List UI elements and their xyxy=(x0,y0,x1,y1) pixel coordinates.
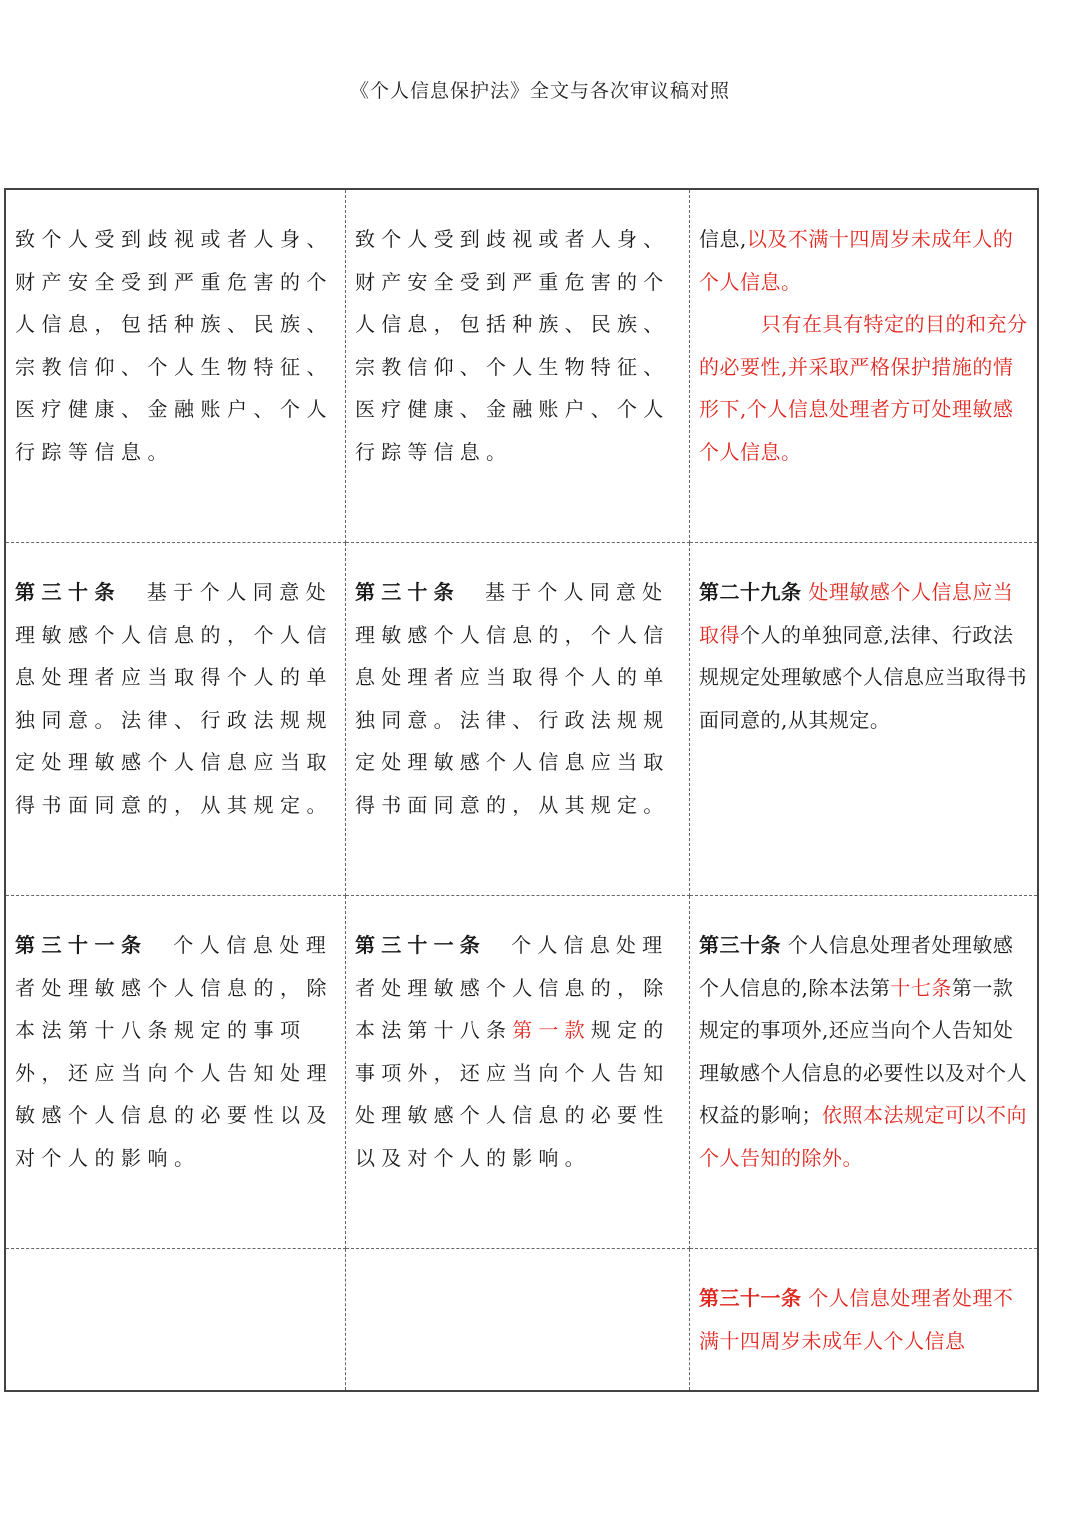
added-text: 第一款 xyxy=(512,1018,591,1042)
article-heading: 第三十一条 xyxy=(15,933,148,957)
table-cell xyxy=(346,896,690,1249)
added-text: 个人信息处理者处理不满十四周岁未成年人个人信息 xyxy=(699,1286,1014,1353)
added-text: 只有在具有特定的目的和充分的必要性,并采取严格保护措施的情形下,个人信息处理者方可处理敏感个人信息。 xyxy=(699,312,1028,464)
article-heading: 第三十一条 xyxy=(699,1286,802,1310)
added-text: 十七条 xyxy=(890,975,952,1000)
article-heading: 第三十条 xyxy=(15,580,121,604)
article-text: 基于个人同意处理敏感个人信息的，个人信息处理者应当取得个人的单独同意。法律、行政法规规定处理敏感个人信息应当取得书面同意的，从其规定。 xyxy=(15,580,333,817)
table-cell xyxy=(346,543,690,896)
table-cell xyxy=(5,896,346,1249)
table-cell xyxy=(5,543,346,896)
table-cell xyxy=(690,543,1039,896)
table-cell xyxy=(346,1249,690,1392)
table-cell xyxy=(346,189,690,543)
article-text: 规定的事项外，还应当向个人告知处理敏感个人信息的必要性以及对个人的影响。 xyxy=(355,1018,670,1170)
article-text: 个人信息处理者处理敏感个人信息的,除本法第 xyxy=(699,933,1014,1000)
added-text: 依照本法规定可以不向个人告知的除外。 xyxy=(699,1103,1027,1170)
table-cell xyxy=(5,189,346,543)
comparison-table xyxy=(4,188,1039,1392)
article-heading: 第三十条 xyxy=(699,933,781,957)
table-row xyxy=(5,1249,1038,1392)
table-cell xyxy=(690,1249,1039,1392)
article-text: 致个人受到歧视或者人身、财产安全受到严重危害的个人信息，包括种族、民族、宗教信仰、个人生物特征、医疗健康、金融账户、个人行踪等信息。 xyxy=(355,227,670,464)
article-text: 个人的单独同意,法律、行政法规规定处理敏感个人信息应当取得书面同意的,从其规定。 xyxy=(699,622,1027,732)
article-text: 个人信息处理者处理敏感个人信息的，除本法第十八条 xyxy=(355,933,670,1042)
document-title: 《个人信息保护法》全文与各次审议稿对照 xyxy=(349,80,730,102)
article-text: 个人信息处理者处理敏感个人信息的，除本法第十八条规定的事项外，还应当向个人告知处理敏感个人信息的必要性以及对个人的影响。 xyxy=(15,933,333,1170)
article-heading: 第三十条 xyxy=(355,580,460,604)
added-text: 以及不满十四周岁未成年人的个人信息。 xyxy=(699,227,1014,294)
article-text: 致个人受到歧视或者人身、财产安全受到严重危害的个人信息，包括种族、民族、宗教信仰、个人生物特征、医疗健康、金融账户、个人行踪等信息。 xyxy=(15,227,333,464)
table-row xyxy=(5,189,1038,543)
table-row xyxy=(5,543,1038,896)
article-text: 第一款规定的事项外,还应当向个人告知处理敏感个人信息的必要性以及对个人权益的影响； xyxy=(699,975,1027,1127)
table-row xyxy=(5,896,1038,1249)
table-cell xyxy=(690,896,1039,1249)
table-cell xyxy=(690,189,1039,543)
article-text: 信息, xyxy=(699,227,747,251)
article-heading: 第二十九条 xyxy=(699,580,802,604)
table-cell xyxy=(5,1249,346,1392)
article-text: 基于个人同意处理敏感个人信息的，个人信息处理者应当取得个人的单独同意。法律、行政法规规定处理敏感个人信息应当取得书面同意的，从其规定。 xyxy=(355,580,670,817)
added-text: 处理敏感个人信息应当取得 xyxy=(699,580,1014,647)
article-heading: 第三十一条 xyxy=(355,933,486,957)
